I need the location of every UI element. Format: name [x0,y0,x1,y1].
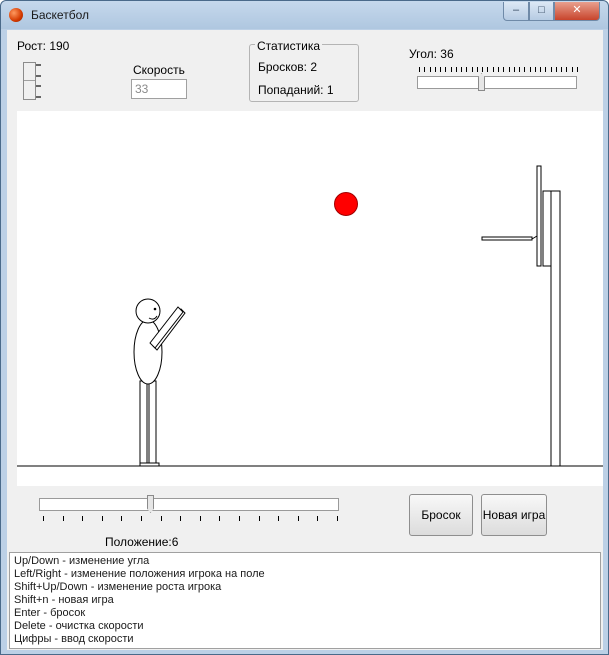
maximize-button[interactable]: □ [529,2,554,21]
height-spinner[interactable] [23,62,36,100]
slider-tick [298,516,299,521]
help-line: Up/Down - изменение угла [14,555,150,567]
slider-tick [566,67,567,72]
slider-tick [551,67,552,72]
slider-tick [493,67,494,72]
slider-tick [530,67,531,72]
slider-tick [524,67,525,72]
angle-slider-ticks [419,67,578,73]
slider-tick [82,516,83,521]
slider-tick [317,516,318,521]
player-body [134,320,162,384]
window-title: Баскетбол [31,8,89,22]
help-line: Цифры - ввод скорости [14,633,134,645]
slider-tick [487,67,488,72]
slider-tick [239,516,240,521]
position-label: Положение:6 [105,535,179,549]
slider-tick [278,516,279,521]
slider-tick [430,67,431,72]
help-line: Delete - очистка скорости [14,620,144,632]
slider-tick [43,516,44,521]
basketball [335,193,358,216]
slider-tick [435,67,436,72]
slider-tick [556,67,557,72]
backboard [543,191,551,266]
hits-count: Попаданий: 1 [258,83,334,97]
player [134,299,185,466]
throws-count: Бросков: 2 [258,60,317,74]
basket-rim [482,237,532,240]
basketball-icon [9,8,23,22]
spinner-tick [36,96,41,98]
help-line: Enter - бросок [14,607,86,619]
help-text-box[interactable] [9,552,601,649]
angle-slider[interactable] [417,76,577,89]
title-bar[interactable] [1,1,608,29]
slider-tick [498,67,499,72]
court-drawing [17,111,603,486]
slider-tick [503,67,504,72]
slider-tick [472,67,473,72]
speed-label: Скорость [133,63,185,77]
player-leg-right [149,381,156,464]
new-game-button[interactable]: Новая игра [481,494,547,536]
slider-tick [445,67,446,72]
slider-tick [219,516,220,521]
slider-tick [466,67,467,72]
backboard-front [537,166,541,266]
spin-up-button[interactable] [24,63,35,81]
slider-tick [424,67,425,72]
statistics-title: Статистика [257,39,321,53]
throw-button[interactable]: Бросок [409,494,473,536]
help-line: Shift+n - новая игра [14,594,114,606]
slider-tick [63,516,64,521]
slider-tick [482,67,483,72]
game-court[interactable] [17,111,603,486]
slider-tick [440,67,441,72]
rim-connector [532,236,537,239]
slider-tick [540,67,541,72]
slider-tick [102,516,103,521]
slider-tick [200,516,201,521]
angle-label: Угол: 36 [409,47,454,61]
position-slider-ticks [43,516,338,522]
player-leg-left [140,381,147,464]
slider-tick [121,516,122,521]
player-eye [154,308,156,310]
slider-tick [451,67,452,72]
slider-tick [456,67,457,72]
close-button[interactable]: ✕ [554,2,600,21]
client-area [7,30,603,650]
minimize-button[interactable]: – [503,2,529,21]
spinner-tick [36,75,41,77]
slider-tick [514,67,515,72]
slider-tick [561,67,562,72]
slider-tick [419,67,420,72]
spin-down-button[interactable] [24,81,35,99]
speed-input[interactable] [131,79,187,99]
slider-tick [519,67,520,72]
player-height-label: Рост: 190 [17,39,70,53]
player-head [136,299,160,323]
slider-tick [259,516,260,521]
slider-tick [141,516,142,521]
player-shoe [140,463,159,466]
spinner-tick [36,85,41,87]
help-line: Shift+Up/Down - изменение роста игрока [14,581,222,593]
slider-tick [577,67,578,72]
help-line: Left/Right - изменение положения игрока на поле [14,568,265,580]
slider-tick [509,67,510,72]
slider-tick [461,67,462,72]
slider-tick [545,67,546,72]
slider-tick [535,67,536,72]
spinner-tick [36,64,41,66]
position-slider[interactable] [39,498,339,511]
slider-tick [180,516,181,521]
slider-tick [477,67,478,72]
slider-tick [572,67,573,72]
slider-tick [161,516,162,521]
basket-pole [551,191,560,466]
slider-tick [337,516,338,521]
